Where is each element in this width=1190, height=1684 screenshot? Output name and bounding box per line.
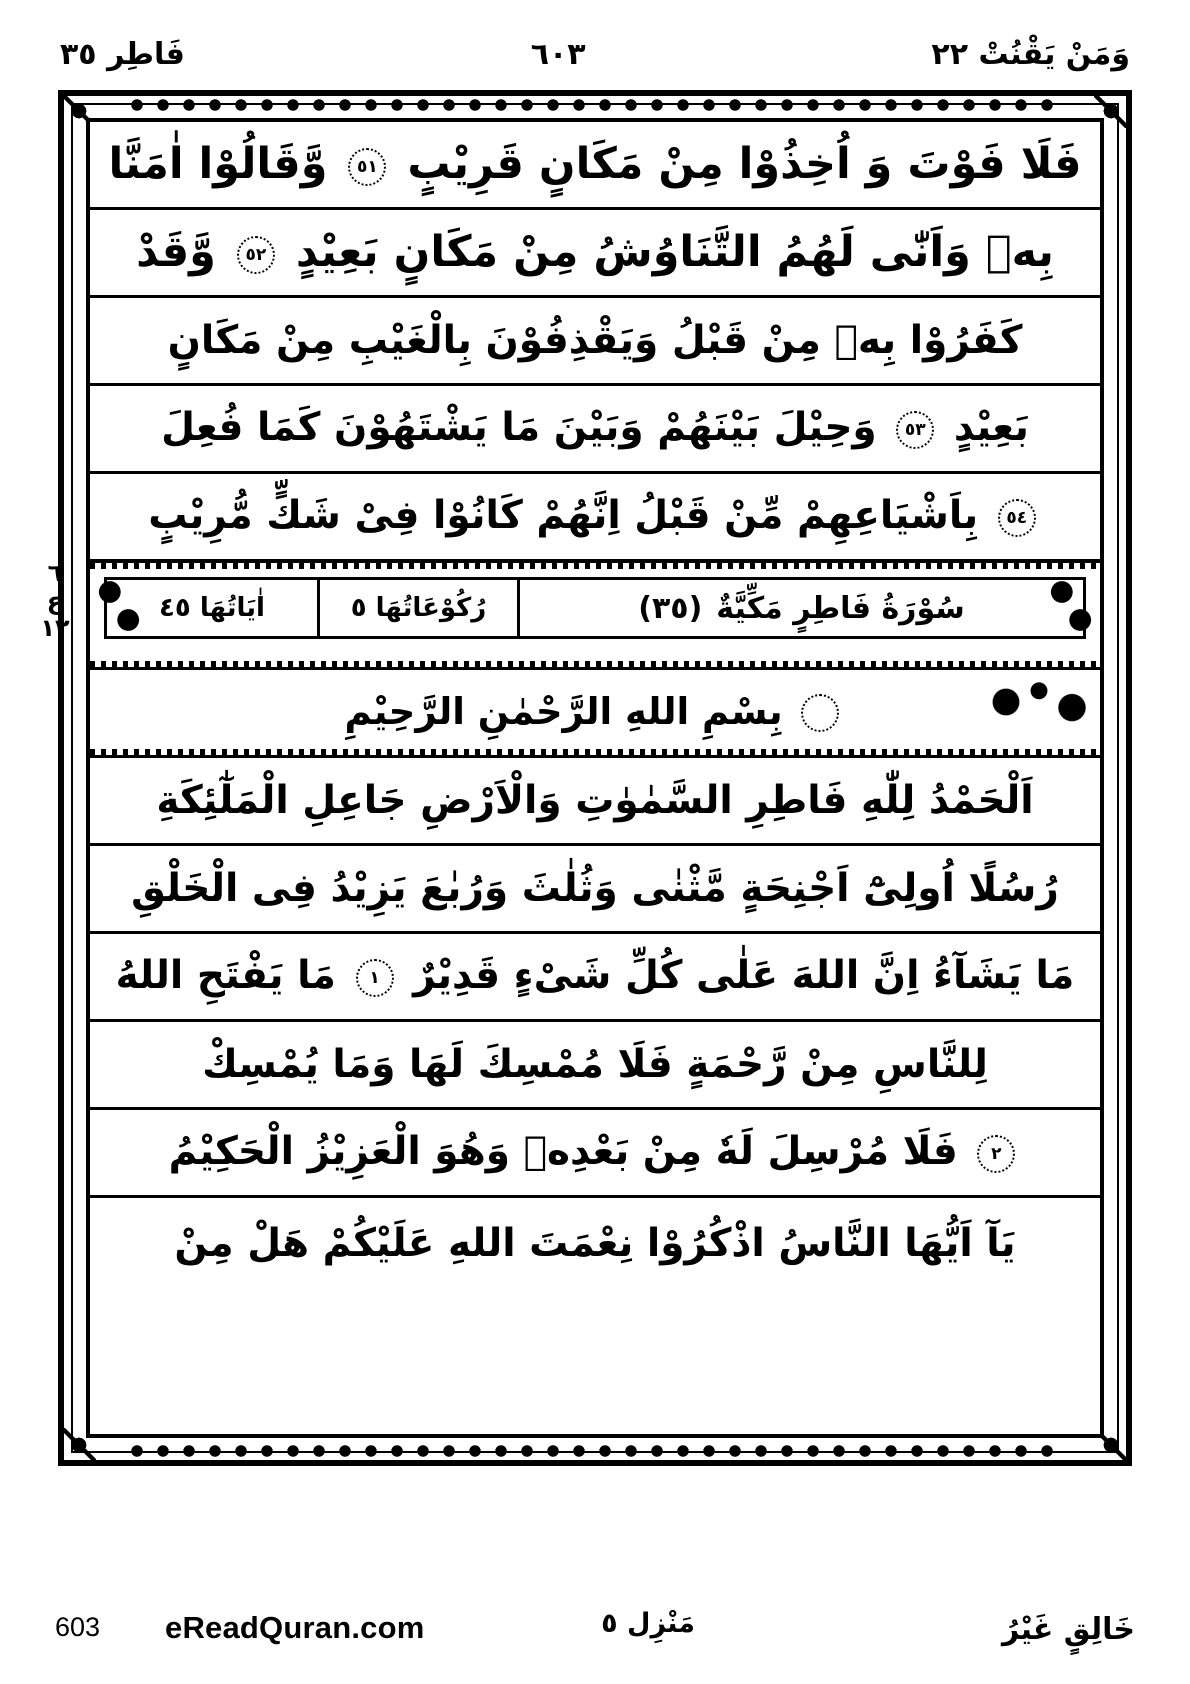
footer-page-number: 603 — [55, 1612, 101, 1642]
side-mark-2: ع — [46, 586, 64, 615]
surah-ornament-icon — [1048, 571, 1094, 641]
ayah-text: بَعِيْدٍ — [953, 405, 1029, 451]
footer-manzil-label: مَنْزِل ٥ — [601, 1608, 695, 1639]
ayah-number-badge: ٥٣ — [896, 411, 934, 449]
ayah-line — [90, 846, 1100, 934]
side-mark-3: ١٢ — [40, 614, 70, 643]
ayah-text: بِهٖ وَاَنّٰى لَهُمُ التَّنَاوُشُ مِنْ مَكَانٍ بَعِيْدٍ — [295, 227, 1054, 277]
surah-ruku-cell — [317, 580, 517, 636]
edge-ornament-icon — [124, 98, 1066, 112]
surah-name: سُوْرَةُ فَاطِرٍ مَكِّيَّةٌ — [716, 590, 965, 626]
header-page-number: ٦٠٣ — [530, 36, 586, 72]
ayah-text: كَفَرُوْا بِهٖ مِنْ قَبْلُ وَيَقْذِفُوْنَ بِالْغَيْبِ مِنْ مَكَانٍ — [167, 318, 1023, 363]
ayah-line — [90, 1022, 1100, 1110]
surah-ayat-count: اٰيَاتُهَا ٤٥ — [159, 593, 265, 623]
ayah-text: لِلنَّاسِ مِنْ رَّحْمَةٍ فَلَا مُمْسِكَ لَهَا وَمَا يُمْسِكْ — [202, 1042, 988, 1087]
surah-name-cell — [517, 580, 1083, 636]
ayah-text-tail: وَحِيْلَ بَيْنَهُمْ وَبَيْنَ مَا يَشْتَهُوْنَ كَمَا فُعِلَ — [161, 405, 877, 451]
surah-heading-bar — [104, 577, 1086, 639]
header-para-label: وَمَنْ يَقْنُتْ ٢٢ — [931, 36, 1130, 72]
edge-ornament-icon — [124, 1444, 1066, 1458]
ayah-text: اَلْحَمْدُ لِلّٰهِ فَاطِرِ السَّمٰوٰتِ وَالْاَرْضِ جَاعِلِ الْمَلٰٓئِكَةِ — [156, 778, 1034, 823]
ayah-text-tail: مَا يَفْتَحِ اللهُ — [115, 953, 336, 999]
footer-catchword: خَالِقٍ غَيْرُ — [1001, 1611, 1135, 1647]
ayah-line — [90, 474, 1100, 562]
bismillah-text: بِسْمِ اللهِ الرَّحْمٰنِ الرَّحِيْمِ — [344, 689, 783, 733]
surah-ruku-count: رُكُوْعَاتُهَا ٥ — [350, 593, 487, 623]
ayah-text: يَآ اَيُّهَا النَّاسُ اذْكُرُوْا نِعْمَتَ اللهِ عَلَيْكُمْ هَلْ مِنْ — [174, 1220, 1016, 1266]
surah-heading-block — [90, 562, 1100, 670]
ayah-line — [90, 1198, 1100, 1288]
ayah-line — [90, 210, 1100, 298]
bismillah-rosette-icon — [801, 694, 839, 732]
header-surah-label: فَاطِر ٣٥ — [60, 36, 185, 72]
ayah-number-badge: ٥١ — [348, 148, 386, 186]
header-left-group — [60, 37, 185, 72]
ayah-text-tail: وَّقَالُوْا اٰمَنَّا — [108, 139, 328, 189]
ayah-text: فَلَا مُرْسِلَ لَهٗ مِنْ بَعْدِهٖ وَهُوَ الْعَزِيْزُ الْحَكِيْمُ — [168, 1129, 958, 1175]
bismillah-row — [90, 670, 1100, 758]
ayah-number-badge: ٢ — [977, 1135, 1015, 1173]
ayah-text: بِاَشْيَاعِهِمْ مِّنْ قَبْلُ اِنَّهُمْ كَانُوْا فِىْ شَكٍّ مُّرِيْبٍ — [148, 493, 979, 539]
header-right-group — [931, 37, 1130, 72]
ayah-text: رُسُلًا اُولِىْٓ اَجْنِحَةٍ مَّثْنٰى وَثُلٰثَ وَرُبٰعَ يَزِيْدُ فِى الْخَلْقِ — [131, 866, 1059, 911]
ayah-number-badge: ٥٢ — [237, 236, 275, 274]
page-footer — [55, 1602, 1135, 1656]
surah-ornament-icon — [96, 571, 142, 641]
side-mark-1: ٦ — [47, 559, 63, 587]
ayah-number-badge: ٥٤ — [998, 499, 1036, 537]
ayah-line — [90, 386, 1100, 474]
ayah-line — [90, 1110, 1100, 1198]
quran-text-body — [90, 122, 1100, 1434]
ayah-line — [90, 758, 1100, 846]
footer-brand-link[interactable]: eReadQuran.com — [165, 1610, 425, 1645]
ayah-text-tail: وَّقَدْ — [136, 227, 216, 277]
ayah-text: مَا يَشَآءُ اِنَّ اللهَ عَلٰى كُلِّ شَىْءٍ قَدِيْرٌ — [413, 953, 1075, 999]
surah-order-number: (٣٥) — [638, 590, 703, 626]
ayah-number-badge: ١ — [356, 959, 394, 997]
ayah-line — [90, 122, 1100, 210]
page-header — [60, 30, 1130, 78]
ayah-line — [90, 298, 1100, 386]
bismillah-ornament-icon — [984, 674, 1094, 730]
ayah-text: فَلَا فَوْتَ وَ اُخِذُوْا مِنْ مَكَانٍ قَرِيْبٍ — [407, 139, 1082, 189]
ayah-line — [90, 934, 1100, 1022]
